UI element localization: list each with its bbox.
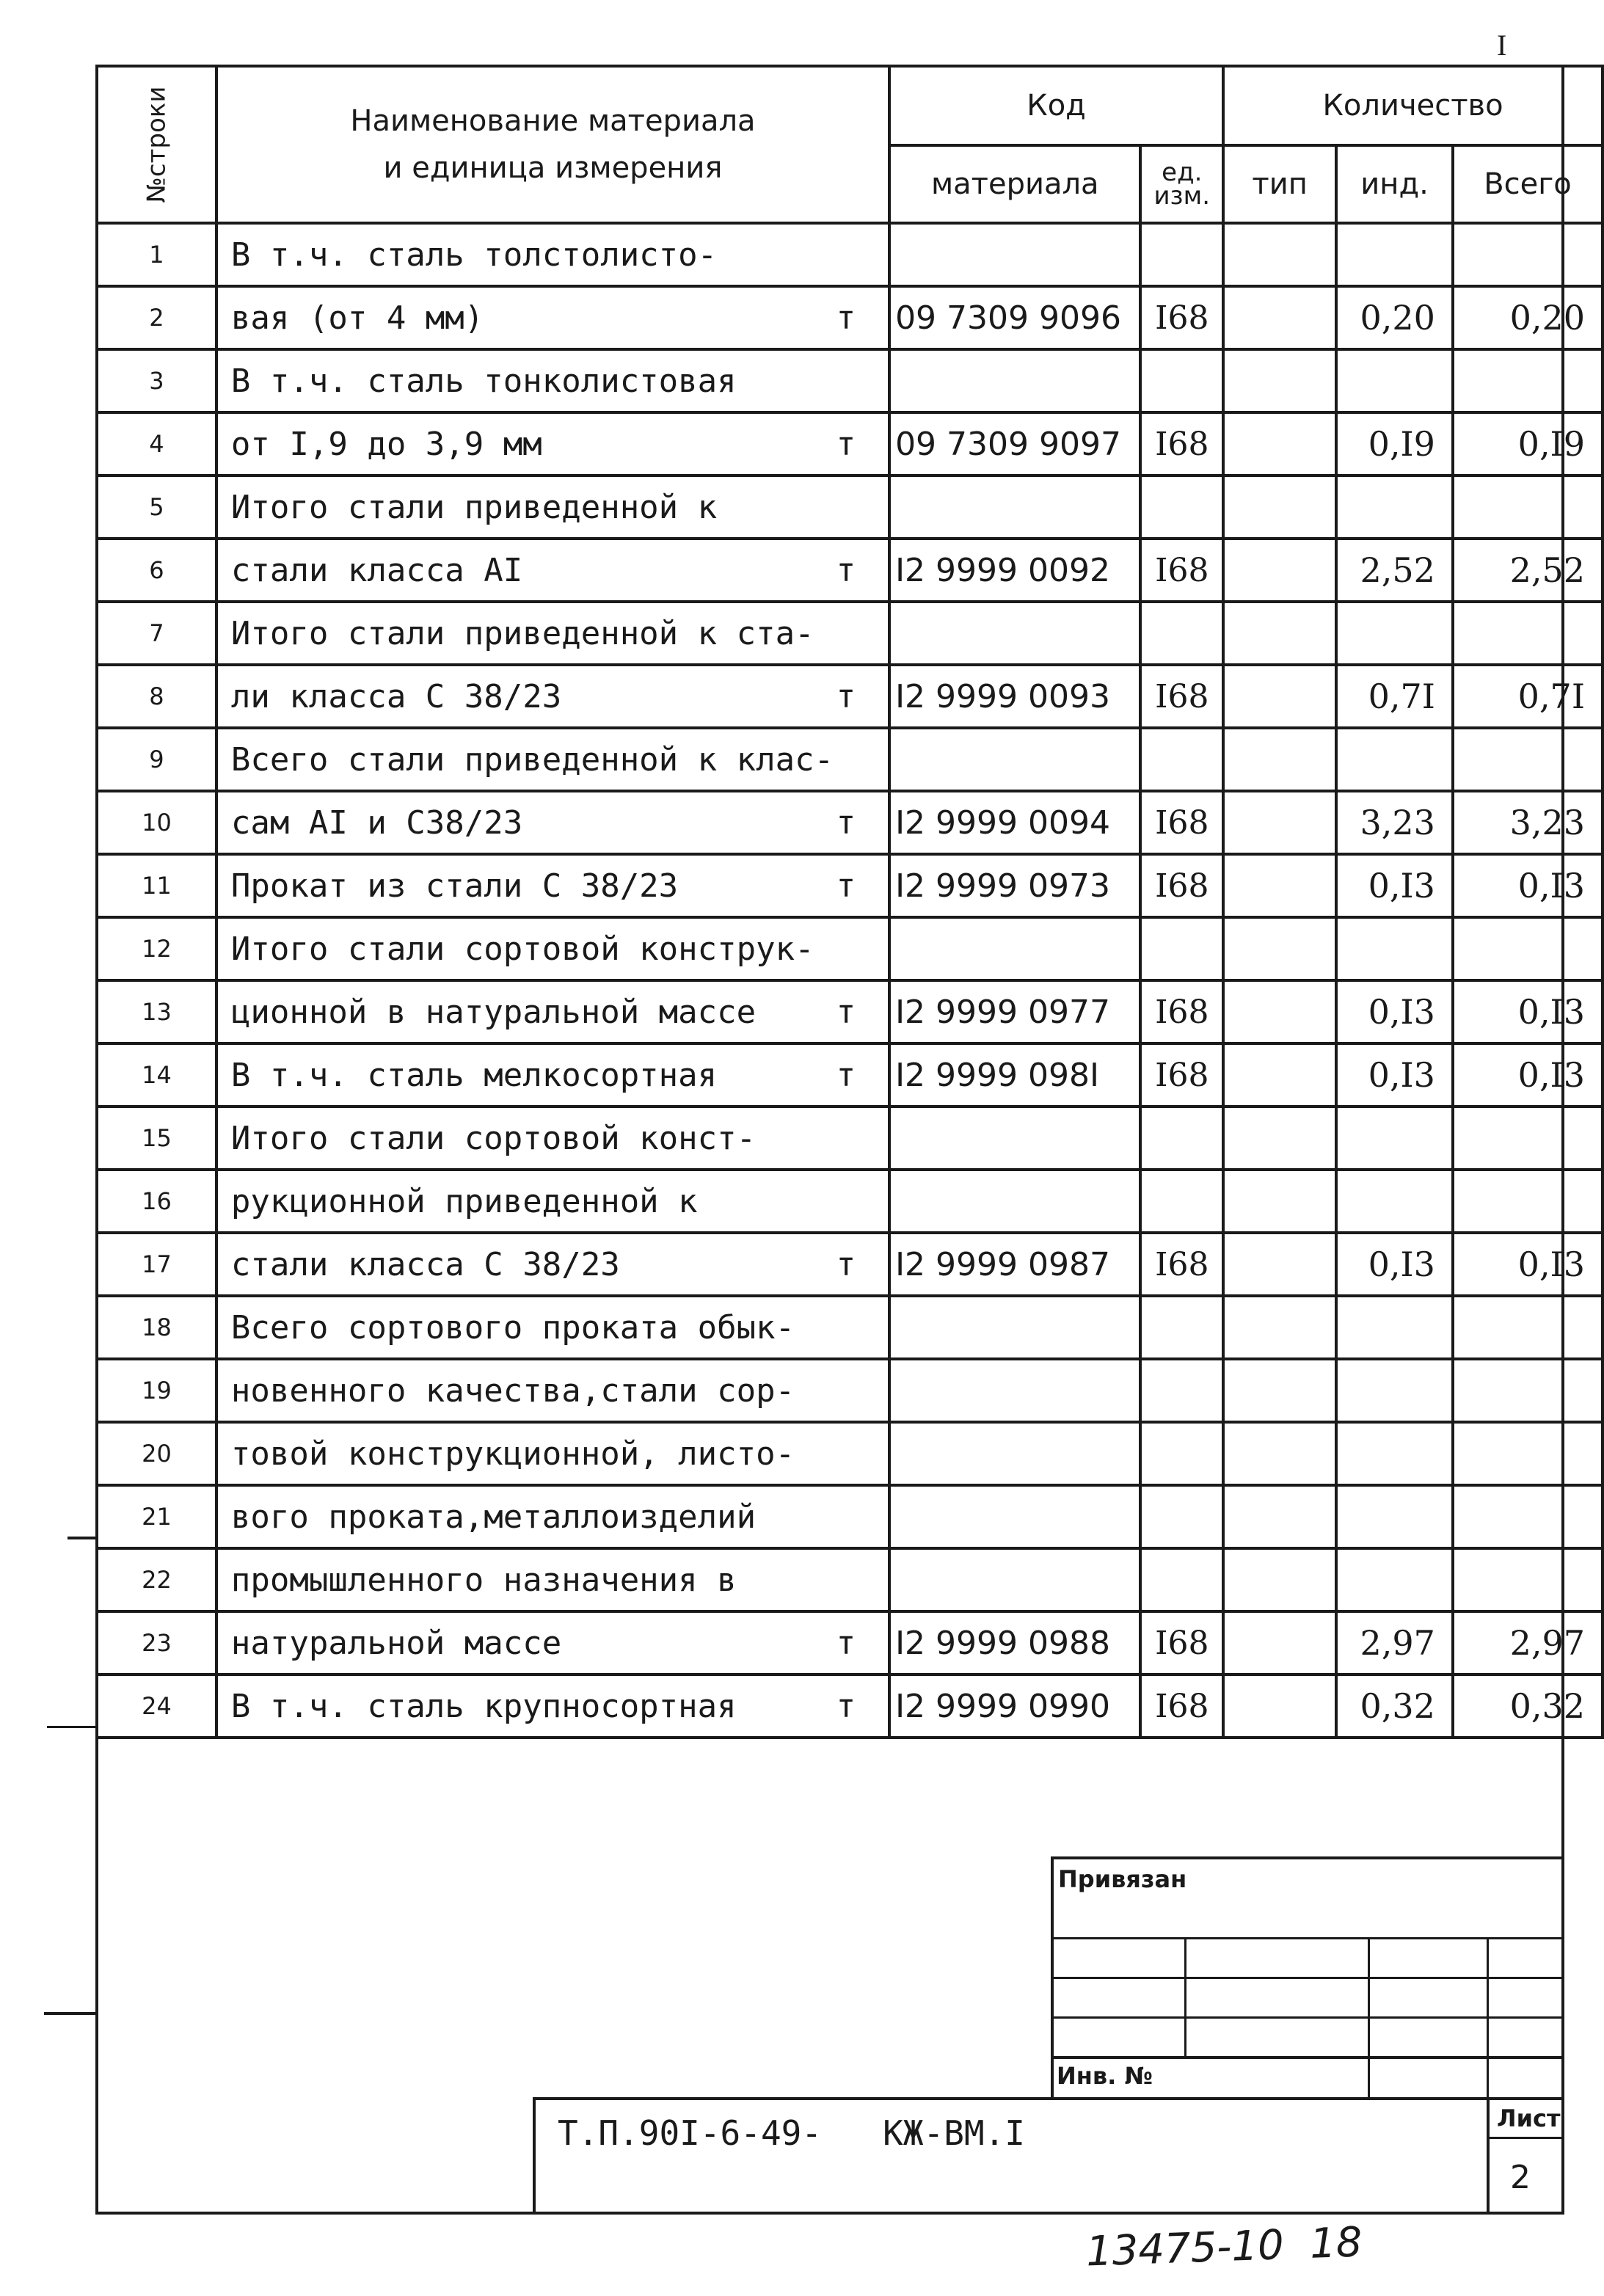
material-name bbox=[216, 1359, 889, 1422]
quantity-total: 0,I9 bbox=[1453, 412, 1603, 475]
material-name-text: Всего стали приведенной к клас- bbox=[230, 740, 834, 779]
quantity-individual bbox=[1336, 1359, 1453, 1422]
quantity-type bbox=[1223, 1674, 1336, 1738]
quantity-individual: 0,32 bbox=[1336, 1674, 1453, 1738]
unit-code: I68 bbox=[1140, 1043, 1223, 1107]
material-name bbox=[216, 602, 889, 665]
material-code: I2 9999 0973 bbox=[889, 854, 1140, 917]
quantity-total bbox=[1453, 602, 1603, 665]
row-number: 16 bbox=[97, 1170, 216, 1233]
material-spec-table bbox=[95, 65, 1604, 1739]
unit-symbol: т bbox=[836, 993, 856, 1031]
unit-measure-header-line1: ед. bbox=[1162, 158, 1203, 187]
material-name-text: ционной в натуральной массе bbox=[230, 993, 757, 1031]
quantity-individual: 2,97 bbox=[1336, 1611, 1453, 1674]
material-code bbox=[889, 1485, 1140, 1548]
handwritten-inventory-note: 13475-10 18 bbox=[1084, 2218, 1363, 2276]
material-name-text: рукционной приведенной к bbox=[230, 1182, 698, 1220]
material-code: I2 9999 0092 bbox=[889, 539, 1140, 602]
material-name bbox=[216, 412, 889, 475]
material-name-text: стали класса AI bbox=[230, 551, 523, 589]
quantity-individual: 2,52 bbox=[1336, 539, 1453, 602]
material-name bbox=[216, 1107, 889, 1170]
material-name-header-line2: и единица измерения bbox=[383, 151, 723, 185]
title-block bbox=[1051, 1856, 1564, 2099]
quantity-type bbox=[1223, 980, 1336, 1043]
quantity-total: 2,52 bbox=[1453, 539, 1603, 602]
row-number: 7 bbox=[97, 602, 216, 665]
table-row bbox=[97, 1422, 1603, 1485]
quantity-total bbox=[1453, 1548, 1603, 1611]
sheet-number: 2 bbox=[1510, 2159, 1531, 2196]
material-name-text: вая (от 4 мм) bbox=[230, 299, 484, 337]
quantity-total: 0,I3 bbox=[1453, 980, 1603, 1043]
row-number: 9 bbox=[97, 728, 216, 791]
unit-symbol: т bbox=[836, 1245, 856, 1283]
corner-mark: I bbox=[1497, 29, 1507, 62]
material-name bbox=[216, 1485, 889, 1548]
material-code bbox=[889, 1422, 1140, 1485]
material-name bbox=[216, 1170, 889, 1233]
material-name-text: Прокат из стали С 38/23 bbox=[230, 867, 679, 905]
quantity-type bbox=[1223, 286, 1336, 349]
row-number: 5 bbox=[97, 475, 216, 539]
quantity-individual bbox=[1336, 1296, 1453, 1359]
unit-symbol: т bbox=[836, 1056, 856, 1094]
material-code: I2 9999 0977 bbox=[889, 980, 1140, 1043]
material-code: 09 7309 9097 bbox=[889, 412, 1140, 475]
table-row bbox=[97, 980, 1603, 1043]
material-name bbox=[216, 223, 889, 286]
material-name bbox=[216, 728, 889, 791]
quantity-individual bbox=[1336, 602, 1453, 665]
unit-code: I68 bbox=[1140, 286, 1223, 349]
material-name-text: ли класса С 38/23 bbox=[230, 677, 562, 715]
quantity-total bbox=[1453, 1296, 1603, 1359]
quantity-type bbox=[1223, 1233, 1336, 1296]
row-number: 22 bbox=[97, 1548, 216, 1611]
unit-code: I68 bbox=[1140, 1674, 1223, 1738]
table-row bbox=[97, 728, 1603, 791]
row-number: 3 bbox=[97, 349, 216, 412]
material-code bbox=[889, 1107, 1140, 1170]
type-header: тип bbox=[1223, 145, 1336, 223]
unit-symbol: т bbox=[836, 1687, 856, 1725]
bound-label: Привязан bbox=[1058, 1865, 1187, 1893]
unit-code: I68 bbox=[1140, 539, 1223, 602]
quantity-total bbox=[1453, 728, 1603, 791]
table-row bbox=[97, 286, 1603, 349]
table-row bbox=[97, 1611, 1603, 1674]
quantity-individual: 3,23 bbox=[1336, 791, 1453, 854]
row-number: 24 bbox=[97, 1674, 216, 1738]
table-row bbox=[97, 1233, 1603, 1296]
code-header: Код bbox=[889, 66, 1223, 145]
quantity-individual bbox=[1336, 917, 1453, 980]
unit-code bbox=[1140, 1107, 1223, 1170]
unit-code bbox=[1140, 1485, 1223, 1548]
material-name-text: Итого стали сортовой конст- bbox=[230, 1119, 757, 1157]
quantity-individual bbox=[1336, 728, 1453, 791]
bottom-block-top-border bbox=[533, 2097, 1564, 2100]
material-name-text: от I,9 до 3,9 мм bbox=[230, 425, 542, 463]
quantity-total: 0,20 bbox=[1453, 286, 1603, 349]
material-code-header: материала bbox=[889, 145, 1140, 223]
material-code: I2 9999 0987 bbox=[889, 1233, 1140, 1296]
material-name bbox=[216, 1296, 889, 1359]
unit-measure-header bbox=[1140, 145, 1223, 223]
material-name bbox=[216, 349, 889, 412]
quantity-individual bbox=[1336, 349, 1453, 412]
quantity-type bbox=[1223, 1043, 1336, 1107]
material-name-text: товой конструкционной, листо- bbox=[230, 1435, 795, 1473]
row-number: 13 bbox=[97, 980, 216, 1043]
table-row bbox=[97, 917, 1603, 980]
individual-header: инд. bbox=[1336, 145, 1453, 223]
quantity-type bbox=[1223, 475, 1336, 539]
material-name-text: Итого стали сортовой конструк- bbox=[230, 930, 814, 968]
row-number-header-label: №строки bbox=[142, 86, 172, 203]
material-code: I2 9999 0093 bbox=[889, 665, 1140, 728]
quantity-type bbox=[1223, 791, 1336, 854]
material-code bbox=[889, 917, 1140, 980]
quantity-total bbox=[1453, 917, 1603, 980]
row-number: 15 bbox=[97, 1107, 216, 1170]
material-code bbox=[889, 1170, 1140, 1233]
unit-code bbox=[1140, 728, 1223, 791]
unit-symbol: т bbox=[836, 867, 856, 905]
quantity-individual bbox=[1336, 1170, 1453, 1233]
unit-measure-header-line2: изм. bbox=[1153, 181, 1211, 211]
material-name bbox=[216, 917, 889, 980]
quantity-type bbox=[1223, 1170, 1336, 1233]
unit-code bbox=[1140, 917, 1223, 980]
quantity-type bbox=[1223, 1611, 1336, 1674]
unit-code bbox=[1140, 1422, 1223, 1485]
unit-symbol: т bbox=[836, 299, 856, 337]
material-code bbox=[889, 1296, 1140, 1359]
table-row bbox=[97, 1296, 1603, 1359]
quantity-total: 0,7I bbox=[1453, 665, 1603, 728]
quantity-type bbox=[1223, 1296, 1336, 1359]
row-number: 2 bbox=[97, 286, 216, 349]
table-row bbox=[97, 1107, 1603, 1170]
row-number: 20 bbox=[97, 1422, 216, 1485]
material-name-text: Итого стали приведенной к bbox=[230, 488, 718, 526]
row-number: 12 bbox=[97, 917, 216, 980]
material-name-text: сам AI и С38/23 bbox=[230, 803, 523, 842]
quantity-individual bbox=[1336, 1107, 1453, 1170]
table-row bbox=[97, 1043, 1603, 1107]
quantity-type bbox=[1223, 665, 1336, 728]
material-name-text: новенного качества,стали сор- bbox=[230, 1371, 795, 1410]
unit-code bbox=[1140, 1548, 1223, 1611]
material-name bbox=[216, 1043, 889, 1107]
quantity-header: Количество bbox=[1223, 66, 1603, 145]
stamp-col-2 bbox=[1368, 1937, 1370, 2099]
unit-symbol: т bbox=[836, 425, 856, 463]
material-name-text: В т.ч. сталь толстолисто- bbox=[230, 236, 718, 274]
quantity-individual: 0,I3 bbox=[1336, 1233, 1453, 1296]
quantity-type bbox=[1223, 412, 1336, 475]
quantity-total bbox=[1453, 1170, 1603, 1233]
unit-symbol: т bbox=[836, 677, 856, 715]
quantity-type bbox=[1223, 1485, 1336, 1548]
quantity-total: 0,I3 bbox=[1453, 854, 1603, 917]
quantity-type bbox=[1223, 1107, 1336, 1170]
material-name bbox=[216, 1674, 889, 1738]
material-code: I2 9999 098I bbox=[889, 1043, 1140, 1107]
row-number: 21 bbox=[97, 1485, 216, 1548]
material-code: I2 9999 0990 bbox=[889, 1674, 1140, 1738]
quantity-individual: 0,I3 bbox=[1336, 980, 1453, 1043]
header-row-top bbox=[97, 66, 1603, 145]
inventory-number-label: Инв. № bbox=[1057, 2062, 1153, 2090]
quantity-total bbox=[1453, 223, 1603, 286]
material-code bbox=[889, 349, 1140, 412]
margin-mark-middle bbox=[47, 1726, 95, 1728]
sheet-label: Лист bbox=[1497, 2104, 1561, 2132]
document-code: Т.П.90I-6-49- КЖ-ВМ.I bbox=[558, 2113, 1025, 2153]
material-name-text: В т.ч. сталь мелкосортная bbox=[230, 1056, 718, 1094]
stamp-col-3 bbox=[1487, 1937, 1489, 2099]
table-row bbox=[97, 854, 1603, 917]
material-name bbox=[216, 1611, 889, 1674]
margin-mark-lower bbox=[44, 2012, 97, 2015]
quantity-total: 0,32 bbox=[1453, 1674, 1603, 1738]
unit-code bbox=[1140, 475, 1223, 539]
unit-symbol: т bbox=[836, 803, 856, 842]
row-number: 8 bbox=[97, 665, 216, 728]
material-name bbox=[216, 1548, 889, 1611]
row-number: 18 bbox=[97, 1296, 216, 1359]
quantity-total bbox=[1453, 1359, 1603, 1422]
table-row bbox=[97, 223, 1603, 286]
table-row bbox=[97, 1674, 1603, 1738]
sheet-cell-left-border bbox=[1487, 2097, 1490, 2215]
unit-code: I68 bbox=[1140, 1233, 1223, 1296]
quantity-individual bbox=[1336, 1485, 1453, 1548]
quantity-type bbox=[1223, 1422, 1336, 1485]
row-number: 14 bbox=[97, 1043, 216, 1107]
material-code: I2 9999 0988 bbox=[889, 1611, 1140, 1674]
quantity-individual: 0,20 bbox=[1336, 286, 1453, 349]
material-code bbox=[889, 223, 1140, 286]
material-name bbox=[216, 791, 889, 854]
table-row bbox=[97, 349, 1603, 412]
table-row bbox=[97, 602, 1603, 665]
table-row bbox=[97, 1485, 1603, 1548]
row-number: 23 bbox=[97, 1611, 216, 1674]
stamp-top-border bbox=[1051, 1856, 1564, 1859]
table-row bbox=[97, 1170, 1603, 1233]
material-name-text: В т.ч. сталь тонколистовая bbox=[230, 362, 737, 400]
quantity-type bbox=[1223, 539, 1336, 602]
sheet-cell-divider bbox=[1487, 2137, 1564, 2139]
table-row bbox=[97, 412, 1603, 475]
quantity-individual: 0,I3 bbox=[1336, 854, 1453, 917]
unit-code: I68 bbox=[1140, 412, 1223, 475]
material-name bbox=[216, 665, 889, 728]
material-name bbox=[216, 475, 889, 539]
unit-code: I68 bbox=[1140, 854, 1223, 917]
row-number: 10 bbox=[97, 791, 216, 854]
material-name bbox=[216, 539, 889, 602]
material-code bbox=[889, 475, 1140, 539]
table-row bbox=[97, 1548, 1603, 1611]
quantity-type bbox=[1223, 602, 1336, 665]
margin-mark-top bbox=[68, 1537, 97, 1539]
material-name bbox=[216, 286, 889, 349]
quantity-individual bbox=[1336, 475, 1453, 539]
table-row bbox=[97, 1359, 1603, 1422]
material-code bbox=[889, 1548, 1140, 1611]
unit-code: I68 bbox=[1140, 791, 1223, 854]
quantity-total bbox=[1453, 349, 1603, 412]
material-name bbox=[216, 1233, 889, 1296]
unit-code bbox=[1140, 223, 1223, 286]
stamp-col-1 bbox=[1184, 1937, 1186, 2059]
unit-code bbox=[1140, 349, 1223, 412]
material-code: I2 9999 0094 bbox=[889, 791, 1140, 854]
material-code bbox=[889, 1359, 1140, 1422]
unit-code bbox=[1140, 602, 1223, 665]
table-row bbox=[97, 665, 1603, 728]
material-code bbox=[889, 602, 1140, 665]
bottom-block-left-border bbox=[533, 2097, 536, 2215]
unit-code bbox=[1140, 1170, 1223, 1233]
quantity-type bbox=[1223, 223, 1336, 286]
material-name bbox=[216, 1422, 889, 1485]
quantity-type bbox=[1223, 728, 1336, 791]
quantity-total bbox=[1453, 1485, 1603, 1548]
material-name bbox=[216, 854, 889, 917]
material-name-header bbox=[216, 66, 889, 223]
quantity-type bbox=[1223, 1548, 1336, 1611]
material-code: 09 7309 9096 bbox=[889, 286, 1140, 349]
material-name bbox=[216, 980, 889, 1043]
row-number-header bbox=[97, 66, 216, 223]
row-number: 4 bbox=[97, 412, 216, 475]
table-row bbox=[97, 791, 1603, 854]
material-name-text: стали класса С 38/23 bbox=[230, 1245, 620, 1283]
unit-code bbox=[1140, 1359, 1223, 1422]
quantity-total bbox=[1453, 1107, 1603, 1170]
unit-code: I68 bbox=[1140, 665, 1223, 728]
quantity-individual: 0,I3 bbox=[1336, 1043, 1453, 1107]
row-number: 11 bbox=[97, 854, 216, 917]
table-row bbox=[97, 475, 1603, 539]
quantity-individual bbox=[1336, 1548, 1453, 1611]
quantity-type bbox=[1223, 854, 1336, 917]
unit-code: I68 bbox=[1140, 1611, 1223, 1674]
material-name-text: В т.ч. сталь крупносортная bbox=[230, 1687, 737, 1725]
unit-code bbox=[1140, 1296, 1223, 1359]
unit-code: I68 bbox=[1140, 980, 1223, 1043]
material-name-header-line1: Наименование материала bbox=[350, 104, 756, 138]
quantity-total: 2,97 bbox=[1453, 1611, 1603, 1674]
row-number: 19 bbox=[97, 1359, 216, 1422]
quantity-type bbox=[1223, 1359, 1336, 1422]
row-number: 6 bbox=[97, 539, 216, 602]
unit-symbol: т bbox=[836, 1624, 856, 1662]
quantity-total: 0,I3 bbox=[1453, 1233, 1603, 1296]
quantity-total bbox=[1453, 475, 1603, 539]
quantity-type bbox=[1223, 349, 1336, 412]
material-name-text: Всего сортового проката обык- bbox=[230, 1308, 795, 1346]
total-header: Всего bbox=[1453, 145, 1603, 223]
row-number: 1 bbox=[97, 223, 216, 286]
table-row bbox=[97, 539, 1603, 602]
quantity-individual bbox=[1336, 223, 1453, 286]
material-name-text: вого проката,металлоизделий bbox=[230, 1498, 757, 1536]
quantity-individual bbox=[1336, 1422, 1453, 1485]
quantity-type bbox=[1223, 917, 1336, 980]
unit-symbol: т bbox=[836, 551, 856, 589]
quantity-total bbox=[1453, 1422, 1603, 1485]
material-code bbox=[889, 728, 1140, 791]
material-name-text: промышленного назначения в bbox=[230, 1561, 737, 1599]
material-name-text: натуральной массе bbox=[230, 1624, 562, 1662]
row-number: 17 bbox=[97, 1233, 216, 1296]
quantity-total: 3,23 bbox=[1453, 791, 1603, 854]
quantity-individual: 0,I9 bbox=[1336, 412, 1453, 475]
quantity-total: 0,I3 bbox=[1453, 1043, 1603, 1107]
quantity-individual: 0,7I bbox=[1336, 665, 1453, 728]
material-name-text: Итого стали приведенной к ста- bbox=[230, 614, 814, 652]
